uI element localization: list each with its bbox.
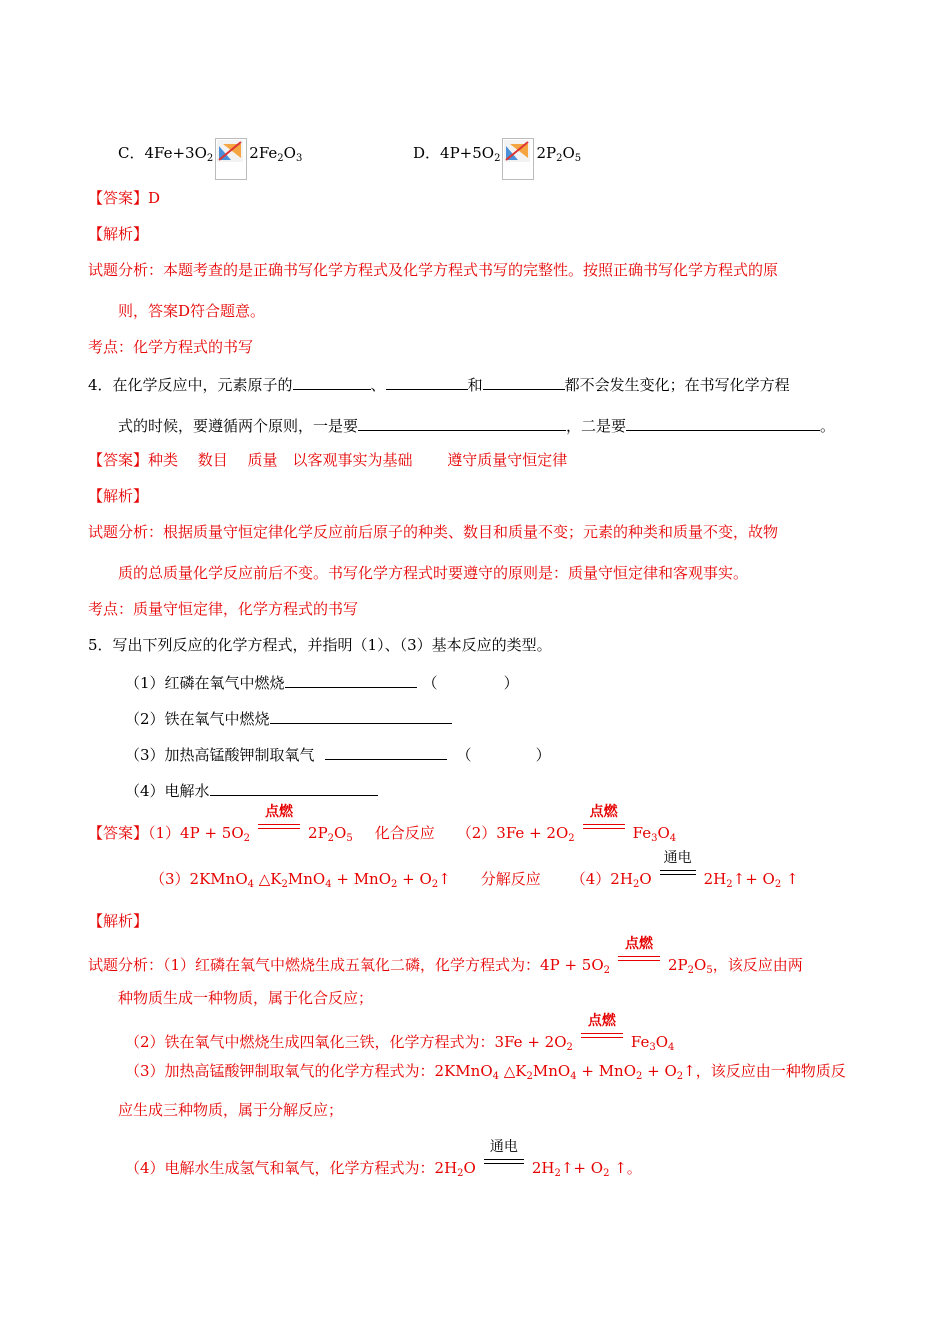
q5-item1: （1）红磷在氧气中燃烧 （ ） (125, 671, 519, 693)
answer-blank[interactable] (386, 373, 468, 390)
q3-analysis-line2: 则，答案D符合题意。 (118, 302, 266, 320)
q5-item2: （2）铁在氧气中燃烧 (125, 707, 452, 729)
q5-exp2: （2）铁在氧气中燃烧生成四氧化三铁，化学方程式为：$3Fe + 2O_2$ 点燃 $Fe_3O_4$ (125, 1013, 675, 1053)
q5-stem: 5．写出下列反应的化学方程式，并指明（1）、（3）基本反应的类型。 (88, 636, 552, 654)
q4-analysis-line1: 试题分析：根据质量守恒定律化学反应前后原子的种类、数目和质量不变；元素的种类和质量不变，故物 (88, 523, 779, 541)
broken-image-icon (215, 138, 247, 180)
q3-answer: 【答案】D (88, 189, 161, 207)
q5-exp3: （3）加热高锰酸钾制取氧气的化学方程式为：2KMnO$_4$ $\triangle K_2MnO_4 + MnO_2$ + $O_2↑$，该反应由一种物质反 (125, 1062, 846, 1082)
q5-item3: （3）加热高锰酸钾制取氧气 （ ） (125, 743, 551, 765)
answer-blank[interactable] (483, 373, 565, 390)
broken-image-icon (502, 138, 534, 180)
q4-analysis-line2: 质的总质量化学反应前后不变。书写化学方程式时要遵守的原则是：质量守恒定律和客观事实。 (118, 564, 749, 582)
q5-item4: （4）电解水 (125, 779, 378, 801)
q5-exp4: （4）电解水生成氢气和氧气，化学方程式为：$2H_2O$ 通电 $2H_2↑+ O_2$ ↑。 (125, 1139, 642, 1179)
q3-analysis-title: 【解析】 (88, 225, 149, 243)
q4-answer: 【答案】种类 数目 质量 以客观事实为基础 遵守质量守恒定律 (88, 451, 568, 469)
answer-blank[interactable] (325, 743, 447, 760)
answer-blank[interactable] (626, 414, 820, 431)
q4-stem-line2: 式的时候，要遵循两个原则，一是要 ，二是要 。 (118, 414, 835, 436)
q4-analysis-title: 【解析】 (88, 487, 149, 505)
q5-answer-line1: 【答案】$(1)4P + 5O_2$ 点燃 $2P_2O_5$ 化合反应 $(2)3Fe + 2O_2$ 点燃 $Fe_3O_4$ (88, 804, 677, 844)
option-d: D．$4P+5O_2$ $2P_2O_5$ (413, 138, 581, 180)
q5-exp1-line2: 种物质生成一种物质，属于化合反应； (118, 989, 374, 1007)
q5-analysis-title: 【解析】 (88, 912, 149, 930)
answer-blank[interactable] (270, 707, 452, 724)
option-c: C．$4Fe+3O_2$ $2Fe_2O_3$ (118, 138, 302, 180)
q4-stem-line1: 4．在化学反应中，元素原子的 、 和 都不会发生变化；在书写化学方程 (88, 373, 790, 395)
q5-exp1: 试题分析：（1）红磷在氧气中燃烧生成五氧化二磷，化学方程式为：$4P + 5O_2$ 点燃 $2P_2O_5$，该反应由两 (88, 936, 803, 976)
q3-kaodian: 考点：化学方程式的书写 (88, 338, 254, 356)
answer-blank[interactable] (293, 373, 371, 390)
answer-blank[interactable] (210, 779, 378, 796)
q5-exp3-line2: 应生成三种物质，属于分解反应； (118, 1101, 344, 1119)
q3-analysis-line1: 试题分析：本题考查的是正确书写化学方程式及化学方程式书写的完整性。按照正确书写化学方程式的原 (88, 261, 779, 279)
q4-kaodian: 考点：质量守恒定律，化学方程式的书写 (88, 600, 359, 618)
answer-blank[interactable] (358, 414, 566, 431)
answer-blank[interactable] (285, 671, 417, 688)
q5-answer-line2: （3）2KMnO$_4$ $\triangle K_2MnO_4 + MnO_2$ + $O_2↑$ 分解反应 $(4)2H_2O$ 通电 $2H_2↑+ O_2$ ↑ (150, 850, 799, 890)
